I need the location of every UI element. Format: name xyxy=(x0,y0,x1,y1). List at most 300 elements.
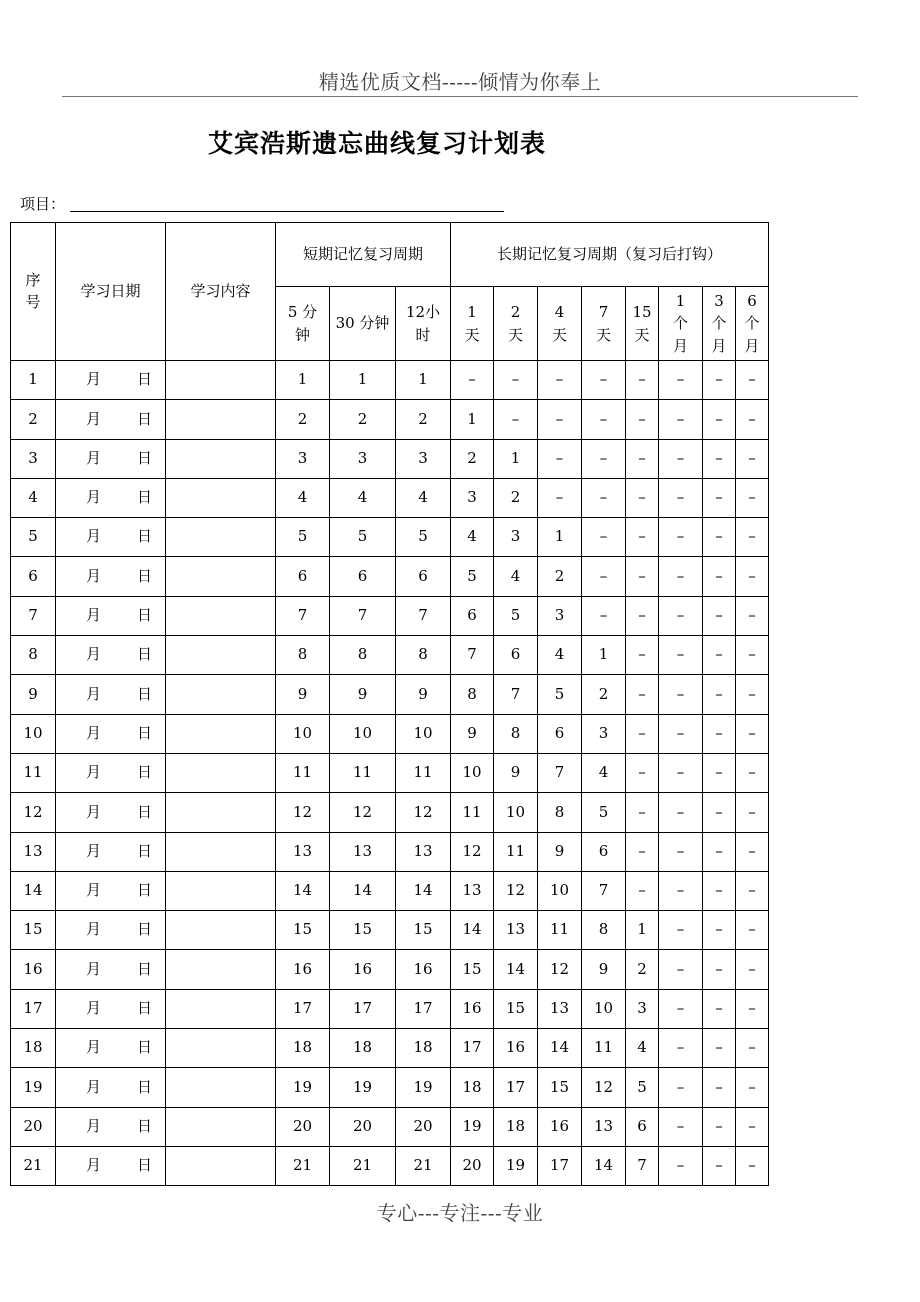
table-row xyxy=(11,1107,769,1146)
month-label: 月 xyxy=(86,763,102,782)
review-cell[interactable]: – xyxy=(703,1107,736,1146)
review-cell[interactable]: 3 xyxy=(626,989,659,1028)
review-cell: 14 xyxy=(396,871,451,910)
row-date-field[interactable] xyxy=(56,793,166,832)
review-cell[interactable]: – xyxy=(703,832,736,871)
review-cell[interactable]: – xyxy=(538,361,582,400)
review-cell[interactable]: 8 xyxy=(494,714,538,753)
review-cell[interactable]: – xyxy=(703,518,736,557)
row-content-field[interactable] xyxy=(166,1068,276,1107)
review-cell[interactable]: 1 xyxy=(538,518,582,557)
table-row xyxy=(11,636,769,675)
review-cell[interactable]: 18 xyxy=(494,1107,538,1146)
row-seq: 13 xyxy=(11,832,56,871)
table-row xyxy=(11,400,769,439)
review-cell[interactable]: – xyxy=(659,1068,703,1107)
review-cell[interactable]: – xyxy=(626,871,659,910)
review-cell[interactable]: – xyxy=(659,911,703,950)
review-cell[interactable]: – xyxy=(736,1107,769,1146)
day-label: 日 xyxy=(137,684,153,703)
review-cell: 2 xyxy=(396,400,451,439)
review-cell[interactable]: 17 xyxy=(451,1029,494,1068)
review-cell[interactable]: – xyxy=(736,871,769,910)
review-cell: 9 xyxy=(396,675,451,714)
row-seq: 10 xyxy=(11,714,56,753)
row-date-field[interactable] xyxy=(56,989,166,1028)
row-date-field[interactable] xyxy=(56,439,166,478)
review-cell[interactable]: 10 xyxy=(451,753,494,792)
review-cell[interactable]: 6 xyxy=(582,832,626,871)
review-cell[interactable]: 14 xyxy=(494,950,538,989)
review-cell[interactable]: – xyxy=(659,714,703,753)
day-label: 日 xyxy=(137,1038,153,1057)
review-cell[interactable]: 13 xyxy=(582,1107,626,1146)
review-cell[interactable]: – xyxy=(736,1146,769,1185)
review-cell: 20 xyxy=(396,1107,451,1146)
table-row xyxy=(11,714,769,753)
row-content-field[interactable] xyxy=(166,911,276,950)
review-cell[interactable]: – xyxy=(703,989,736,1028)
review-cell[interactable]: – xyxy=(659,871,703,910)
review-cell[interactable]: 12 xyxy=(582,1068,626,1107)
row-date-field[interactable] xyxy=(56,714,166,753)
review-cell[interactable]: – xyxy=(451,361,494,400)
review-cell[interactable]: – xyxy=(626,753,659,792)
review-cell[interactable]: 16 xyxy=(451,989,494,1028)
review-cell[interactable]: – xyxy=(626,636,659,675)
review-cell[interactable]: – xyxy=(736,361,769,400)
review-cell[interactable]: 1 xyxy=(582,636,626,675)
review-cell[interactable]: – xyxy=(703,596,736,635)
review-cell[interactable]: – xyxy=(659,675,703,714)
review-cell[interactable]: – xyxy=(703,439,736,478)
header-long-term: 长期记忆复习周期（复习后打钩） xyxy=(451,223,769,287)
review-cell[interactable]: – xyxy=(582,478,626,517)
review-cell[interactable]: 14 xyxy=(582,1146,626,1185)
row-date-field[interactable] xyxy=(56,871,166,910)
review-cell[interactable]: – xyxy=(659,400,703,439)
review-cell[interactable]: 11 xyxy=(582,1029,626,1068)
review-cell[interactable]: – xyxy=(703,950,736,989)
review-cell[interactable]: – xyxy=(703,753,736,792)
review-cell: 10 xyxy=(276,714,330,753)
review-cell: 3 xyxy=(396,439,451,478)
review-cell[interactable]: – xyxy=(582,518,626,557)
review-cell[interactable]: – xyxy=(582,439,626,478)
review-cell[interactable]: – xyxy=(703,361,736,400)
review-cell[interactable]: 13 xyxy=(451,871,494,910)
review-cell[interactable]: 4 xyxy=(626,1029,659,1068)
row-date-field[interactable] xyxy=(56,911,166,950)
review-cell[interactable]: – xyxy=(659,636,703,675)
month-label: 月 xyxy=(86,527,102,546)
subheader-long-9: 3个月 xyxy=(703,287,736,361)
header-divider xyxy=(62,96,858,97)
review-cell[interactable]: 9 xyxy=(494,753,538,792)
review-cell[interactable]: – xyxy=(626,793,659,832)
review-cell[interactable]: – xyxy=(736,911,769,950)
page-header: 精选优质文档-----倾情为你奉上 xyxy=(318,70,602,94)
review-cell[interactable]: – xyxy=(659,439,703,478)
table-row xyxy=(11,596,769,635)
row-content-field[interactable] xyxy=(166,518,276,557)
day-label: 日 xyxy=(137,566,153,585)
review-cell[interactable]: 7 xyxy=(582,871,626,910)
month-label: 月 xyxy=(86,488,102,507)
row-content-field[interactable] xyxy=(166,714,276,753)
review-cell[interactable]: – xyxy=(703,793,736,832)
review-cell[interactable]: – xyxy=(736,753,769,792)
review-cell[interactable]: – xyxy=(736,989,769,1028)
row-content-field[interactable] xyxy=(166,361,276,400)
review-cell[interactable]: – xyxy=(736,596,769,635)
review-cell: 15 xyxy=(396,911,451,950)
review-cell[interactable]: 3 xyxy=(538,596,582,635)
header-date: 学习日期 xyxy=(56,223,166,361)
review-cell[interactable]: 4 xyxy=(451,518,494,557)
review-cell[interactable]: 13 xyxy=(494,911,538,950)
review-cell[interactable]: 5 xyxy=(626,1068,659,1107)
table-row xyxy=(11,793,769,832)
month-label: 月 xyxy=(86,1116,102,1135)
review-cell[interactable]: 16 xyxy=(494,1029,538,1068)
review-cell[interactable]: – xyxy=(736,950,769,989)
review-cell[interactable]: 3 xyxy=(451,478,494,517)
table-row xyxy=(11,1146,769,1185)
review-cell[interactable]: – xyxy=(582,557,626,596)
review-cell[interactable]: – xyxy=(736,714,769,753)
review-cell: 18 xyxy=(396,1029,451,1068)
review-cell[interactable]: – xyxy=(703,714,736,753)
review-cell[interactable]: – xyxy=(659,596,703,635)
day-label: 日 xyxy=(137,370,153,389)
review-cell[interactable]: 5 xyxy=(494,596,538,635)
review-cell[interactable]: – xyxy=(703,1068,736,1107)
review-cell[interactable]: 17 xyxy=(494,1068,538,1107)
review-cell: 18 xyxy=(330,1029,396,1068)
row-seq: 16 xyxy=(11,950,56,989)
row-date-field[interactable] xyxy=(56,596,166,635)
review-cell[interactable]: 8 xyxy=(451,675,494,714)
review-cell[interactable]: 1 xyxy=(626,911,659,950)
review-cell[interactable]: 18 xyxy=(451,1068,494,1107)
review-cell[interactable]: – xyxy=(736,1068,769,1107)
review-cell[interactable]: 11 xyxy=(538,911,582,950)
review-cell[interactable]: – xyxy=(659,832,703,871)
row-date-field[interactable] xyxy=(56,832,166,871)
table-row xyxy=(11,675,769,714)
review-cell[interactable]: – xyxy=(659,1107,703,1146)
review-cell: 12 xyxy=(276,793,330,832)
day-label: 日 xyxy=(137,920,153,939)
month-label: 月 xyxy=(86,881,102,900)
row-date-field[interactable] xyxy=(56,1068,166,1107)
row-content-field[interactable] xyxy=(166,478,276,517)
review-cell[interactable]: 1 xyxy=(494,439,538,478)
month-label: 月 xyxy=(86,1156,102,1175)
review-cell[interactable]: 12 xyxy=(451,832,494,871)
review-cell[interactable]: 10 xyxy=(538,871,582,910)
review-cell[interactable]: – xyxy=(736,439,769,478)
row-date-field[interactable] xyxy=(56,1107,166,1146)
review-cell[interactable]: 19 xyxy=(494,1146,538,1185)
review-cell[interactable]: – xyxy=(659,753,703,792)
review-cell[interactable]: 5 xyxy=(582,793,626,832)
review-cell[interactable]: – xyxy=(736,793,769,832)
row-content-field[interactable] xyxy=(166,793,276,832)
review-cell[interactable]: – xyxy=(626,518,659,557)
subheader-short-1: 30 分钟 xyxy=(330,287,396,361)
review-cell: 21 xyxy=(276,1146,330,1185)
review-cell[interactable]: – xyxy=(703,636,736,675)
review-cell[interactable]: 15 xyxy=(451,950,494,989)
row-date-field[interactable] xyxy=(56,1146,166,1185)
review-cell[interactable]: – xyxy=(538,400,582,439)
review-cell[interactable]: – xyxy=(494,400,538,439)
review-cell[interactable]: – xyxy=(582,596,626,635)
review-cell[interactable]: – xyxy=(659,478,703,517)
review-plan-table xyxy=(10,222,769,1186)
review-cell[interactable]: 14 xyxy=(451,911,494,950)
review-cell[interactable]: 2 xyxy=(494,478,538,517)
review-cell[interactable]: 8 xyxy=(582,911,626,950)
review-cell[interactable]: 6 xyxy=(538,714,582,753)
review-cell[interactable]: – xyxy=(736,636,769,675)
review-cell[interactable]: – xyxy=(659,793,703,832)
review-cell[interactable]: 2 xyxy=(538,557,582,596)
review-cell[interactable]: 6 xyxy=(451,596,494,635)
row-date-field[interactable] xyxy=(56,518,166,557)
review-cell[interactable]: 6 xyxy=(626,1107,659,1146)
review-cell: 16 xyxy=(276,950,330,989)
review-cell[interactable]: 8 xyxy=(538,793,582,832)
review-cell[interactable]: 17 xyxy=(538,1146,582,1185)
review-cell[interactable]: – xyxy=(626,400,659,439)
review-cell[interactable]: 3 xyxy=(494,518,538,557)
review-cell[interactable]: 2 xyxy=(582,675,626,714)
row-content-field[interactable] xyxy=(166,832,276,871)
row-content-field[interactable] xyxy=(166,989,276,1028)
row-content-field[interactable] xyxy=(166,636,276,675)
subheader-long-7: 15天 xyxy=(626,287,659,361)
row-content-field[interactable] xyxy=(166,1029,276,1068)
review-cell: 21 xyxy=(330,1146,396,1185)
review-cell[interactable]: – xyxy=(582,400,626,439)
review-cell[interactable]: – xyxy=(659,518,703,557)
review-cell: 7 xyxy=(276,596,330,635)
row-seq: 1 xyxy=(11,361,56,400)
row-content-field[interactable] xyxy=(166,557,276,596)
row-seq: 5 xyxy=(11,518,56,557)
row-seq: 2 xyxy=(11,400,56,439)
review-cell[interactable]: – xyxy=(659,557,703,596)
review-cell: 19 xyxy=(276,1068,330,1107)
row-content-field[interactable] xyxy=(166,753,276,792)
row-seq: 3 xyxy=(11,439,56,478)
review-cell: 3 xyxy=(330,439,396,478)
review-cell[interactable]: – xyxy=(538,439,582,478)
review-cell[interactable]: – xyxy=(659,950,703,989)
review-cell: 5 xyxy=(396,518,451,557)
row-seq: 18 xyxy=(11,1029,56,1068)
review-cell[interactable]: 12 xyxy=(494,871,538,910)
review-cell[interactable]: – xyxy=(703,1146,736,1185)
row-content-field[interactable] xyxy=(166,1107,276,1146)
row-seq: 4 xyxy=(11,478,56,517)
row-content-field[interactable] xyxy=(166,596,276,635)
review-cell[interactable]: 11 xyxy=(451,793,494,832)
review-cell[interactable]: – xyxy=(703,400,736,439)
review-cell[interactable]: 16 xyxy=(538,1107,582,1146)
review-cell[interactable]: – xyxy=(736,518,769,557)
review-cell[interactable]: – xyxy=(626,439,659,478)
row-seq: 21 xyxy=(11,1146,56,1185)
review-cell[interactable]: 5 xyxy=(451,557,494,596)
day-label: 日 xyxy=(137,723,153,742)
month-label: 月 xyxy=(86,448,102,467)
table-row xyxy=(11,1068,769,1107)
month-label: 月 xyxy=(86,920,102,939)
row-date-field[interactable] xyxy=(56,675,166,714)
review-cell[interactable]: 10 xyxy=(582,989,626,1028)
review-cell[interactable]: 4 xyxy=(582,753,626,792)
document-title: 艾宾浩斯遗忘曲线复习计划表 xyxy=(208,129,547,158)
table-row xyxy=(11,989,769,1028)
row-seq: 14 xyxy=(11,871,56,910)
review-cell[interactable]: 9 xyxy=(451,714,494,753)
review-cell[interactable]: – xyxy=(626,832,659,871)
review-cell[interactable]: – xyxy=(703,871,736,910)
review-cell[interactable]: – xyxy=(659,1029,703,1068)
subheader-short-2: 12小时 xyxy=(396,287,451,361)
row-date-field[interactable] xyxy=(56,636,166,675)
day-label: 日 xyxy=(137,881,153,900)
row-date-field[interactable] xyxy=(56,753,166,792)
month-label: 月 xyxy=(86,645,102,664)
review-cell[interactable]: – xyxy=(703,557,736,596)
row-content-field[interactable] xyxy=(166,871,276,910)
review-cell: 11 xyxy=(330,753,396,792)
review-cell[interactable]: 7 xyxy=(626,1146,659,1185)
review-cell[interactable]: 2 xyxy=(626,950,659,989)
subheader-long-4: 2天 xyxy=(494,287,538,361)
review-cell[interactable]: 4 xyxy=(538,636,582,675)
project-input-line[interactable] xyxy=(70,211,504,212)
review-cell[interactable]: – xyxy=(703,1029,736,1068)
review-cell[interactable]: 7 xyxy=(451,636,494,675)
review-cell[interactable]: 13 xyxy=(538,989,582,1028)
review-cell[interactable]: 11 xyxy=(494,832,538,871)
review-cell[interactable]: – xyxy=(703,911,736,950)
project-label: 项目： xyxy=(20,195,66,213)
review-cell[interactable]: 14 xyxy=(538,1029,582,1068)
row-seq: 8 xyxy=(11,636,56,675)
subheader-long-5: 4天 xyxy=(538,287,582,361)
review-cell[interactable]: – xyxy=(626,596,659,635)
table-row xyxy=(11,832,769,871)
review-cell[interactable]: – xyxy=(736,675,769,714)
day-label: 日 xyxy=(137,606,153,625)
review-cell[interactable]: – xyxy=(626,361,659,400)
row-content-field[interactable] xyxy=(166,675,276,714)
table-row xyxy=(11,557,769,596)
row-content-field[interactable] xyxy=(166,950,276,989)
review-cell[interactable]: – xyxy=(626,478,659,517)
review-cell: 6 xyxy=(330,557,396,596)
review-cell[interactable]: 15 xyxy=(494,989,538,1028)
review-cell[interactable]: – xyxy=(538,478,582,517)
review-cell[interactable]: – xyxy=(494,361,538,400)
review-cell: 4 xyxy=(276,478,330,517)
review-cell: 12 xyxy=(396,793,451,832)
row-date-field[interactable] xyxy=(56,361,166,400)
review-cell[interactable]: 2 xyxy=(451,439,494,478)
subheader-long-3: 1天 xyxy=(451,287,494,361)
review-cell[interactable]: – xyxy=(703,675,736,714)
review-cell[interactable]: 19 xyxy=(451,1107,494,1146)
review-cell[interactable]: – xyxy=(626,557,659,596)
review-cell[interactable]: 9 xyxy=(582,950,626,989)
row-date-field[interactable] xyxy=(56,400,166,439)
review-cell[interactable]: – xyxy=(736,478,769,517)
review-cell: 9 xyxy=(330,675,396,714)
review-cell[interactable]: – xyxy=(659,361,703,400)
row-content-field[interactable] xyxy=(166,439,276,478)
subheader-short-0: 5 分钟 xyxy=(276,287,330,361)
review-cell[interactable]: 6 xyxy=(494,636,538,675)
review-cell[interactable]: – xyxy=(659,989,703,1028)
review-cell[interactable]: 7 xyxy=(494,675,538,714)
month-label: 月 xyxy=(86,566,102,585)
row-content-field[interactable] xyxy=(166,1146,276,1185)
review-cell[interactable]: – xyxy=(626,675,659,714)
review-cell[interactable]: 9 xyxy=(538,832,582,871)
table-row xyxy=(11,518,769,557)
review-cell[interactable]: – xyxy=(736,557,769,596)
review-cell[interactable]: 10 xyxy=(494,793,538,832)
review-cell[interactable]: 1 xyxy=(451,400,494,439)
review-cell[interactable]: – xyxy=(736,1029,769,1068)
day-label: 日 xyxy=(137,802,153,821)
row-date-field[interactable] xyxy=(56,950,166,989)
month-label: 月 xyxy=(86,1038,102,1057)
review-cell[interactable]: – xyxy=(582,361,626,400)
review-cell[interactable]: 12 xyxy=(538,950,582,989)
row-content-field[interactable] xyxy=(166,400,276,439)
review-cell[interactable]: 20 xyxy=(451,1146,494,1185)
review-cell: 6 xyxy=(396,557,451,596)
row-date-field[interactable] xyxy=(56,1029,166,1068)
review-cell[interactable]: – xyxy=(736,400,769,439)
review-cell[interactable]: – xyxy=(703,478,736,517)
review-cell: 1 xyxy=(276,361,330,400)
review-cell: 6 xyxy=(276,557,330,596)
review-cell[interactable]: 15 xyxy=(538,1068,582,1107)
row-date-field[interactable] xyxy=(56,557,166,596)
review-cell[interactable]: – xyxy=(659,1146,703,1185)
review-cell[interactable]: – xyxy=(626,714,659,753)
review-cell[interactable]: 7 xyxy=(538,753,582,792)
review-cell: 20 xyxy=(330,1107,396,1146)
review-cell[interactable]: 5 xyxy=(538,675,582,714)
review-cell[interactable]: 4 xyxy=(494,557,538,596)
review-cell: 21 xyxy=(396,1146,451,1185)
review-cell[interactable]: – xyxy=(736,832,769,871)
review-cell[interactable]: 3 xyxy=(582,714,626,753)
header-short-term: 短期记忆复习周期 xyxy=(276,223,451,287)
month-label: 月 xyxy=(86,802,102,821)
row-date-field[interactable] xyxy=(56,478,166,517)
